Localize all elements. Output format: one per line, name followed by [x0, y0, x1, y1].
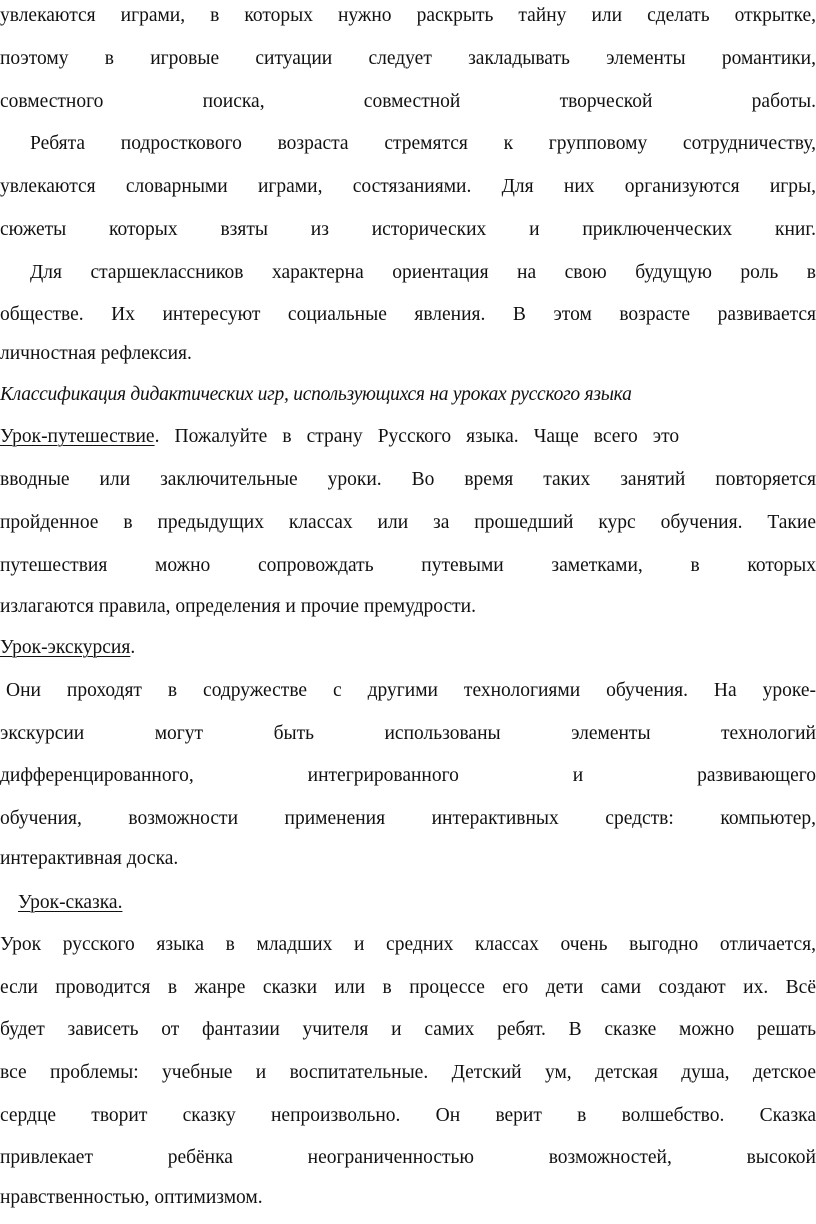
text-line: все проблемы: учебные и воспитательные. Детский ум, детская душа, детское	[0, 1062, 816, 1083]
lesson-type-travel-title: Урок-путешествие	[0, 426, 155, 447]
text-line: личностная рефлексия.	[0, 343, 192, 364]
text-line: если проводится в жанре сказки или в процессе его дети сами создают их. Всё	[0, 977, 816, 998]
text-line: экскурсии могут быть использованы элементы технологий	[0, 723, 816, 744]
text-line: привлекает ребёнка неограниченностью возможностей, высокой	[0, 1147, 816, 1168]
text-line: увлекаются словарными играми, состязаниями. Для них организуются игры,	[0, 176, 816, 197]
text-line: Урок русского языка в младших и средних классах очень выгодно отличается,	[0, 934, 816, 955]
lesson-type-heading-line	[18, 888, 816, 918]
text-line: будет зависеть от фантазии учителя и самих ребят. В сказке можно решать	[0, 1019, 816, 1040]
text-line: путешествия можно сопровождать путевыми заметками, в которых	[0, 555, 816, 576]
lesson-type-heading-line	[0, 633, 816, 663]
lesson-type-fairytale-title: Урок-сказка.	[18, 892, 123, 913]
text-line: дифференцированного, интегрированного и развивающего	[0, 765, 816, 786]
text-line: излагаются правила, определения и прочие премудрости.	[0, 596, 476, 617]
heading-period: .	[130, 637, 136, 658]
text-line: обучения, возможности применения интерактивных средств: компьютер,	[0, 808, 816, 829]
paragraph-first-line: Для старшеклассников характерна ориентация на свою будущую роль в	[30, 262, 816, 283]
text-line: увлекаются играми, в которых нужно раскрыть тайну или сделать открытке,	[0, 5, 816, 26]
text-line: Они проходят в содружестве с другими технологиями обучения. На уроке-	[6, 680, 816, 701]
text-line: сюжеты которых взяты из исторических и приключенческих книг.	[0, 219, 816, 240]
text-line: обществе. Их интересуют социальные явления. В этом возрасте развивается	[0, 304, 816, 325]
lesson-type-excursion-title: Урок-экскурсия	[0, 637, 131, 658]
section-heading: Классификация дидактических игр, использующихся на уроках русского языка	[0, 384, 632, 405]
text-line: сердце творит сказку непроизвольно. Он верит в волшебство. Сказка	[0, 1105, 816, 1126]
text-line: нравственностью, оптимизмом.	[0, 1187, 263, 1208]
lesson-type-heading-line	[0, 422, 816, 452]
text-line: совместного поиска, совместной творческой работы.	[0, 91, 816, 112]
paragraph-first-line: Ребята подросткового возраста стремятся к групповому сотрудничеству,	[30, 133, 816, 154]
text-line: интерактивная доска.	[0, 848, 179, 869]
text-line: вводные или заключительные уроки. Во время таких занятий повторяется	[0, 469, 816, 490]
text-line: поэтому в игровые ситуации следует закладывать элементы романтики,	[0, 48, 816, 69]
text-line: пройденное в предыдущих классах или за прошедший курс обучения. Такие	[0, 512, 816, 533]
lesson-type-travel-intro: . Пожалуйте в страну Русского языка. Чаще всего это	[154, 426, 680, 447]
